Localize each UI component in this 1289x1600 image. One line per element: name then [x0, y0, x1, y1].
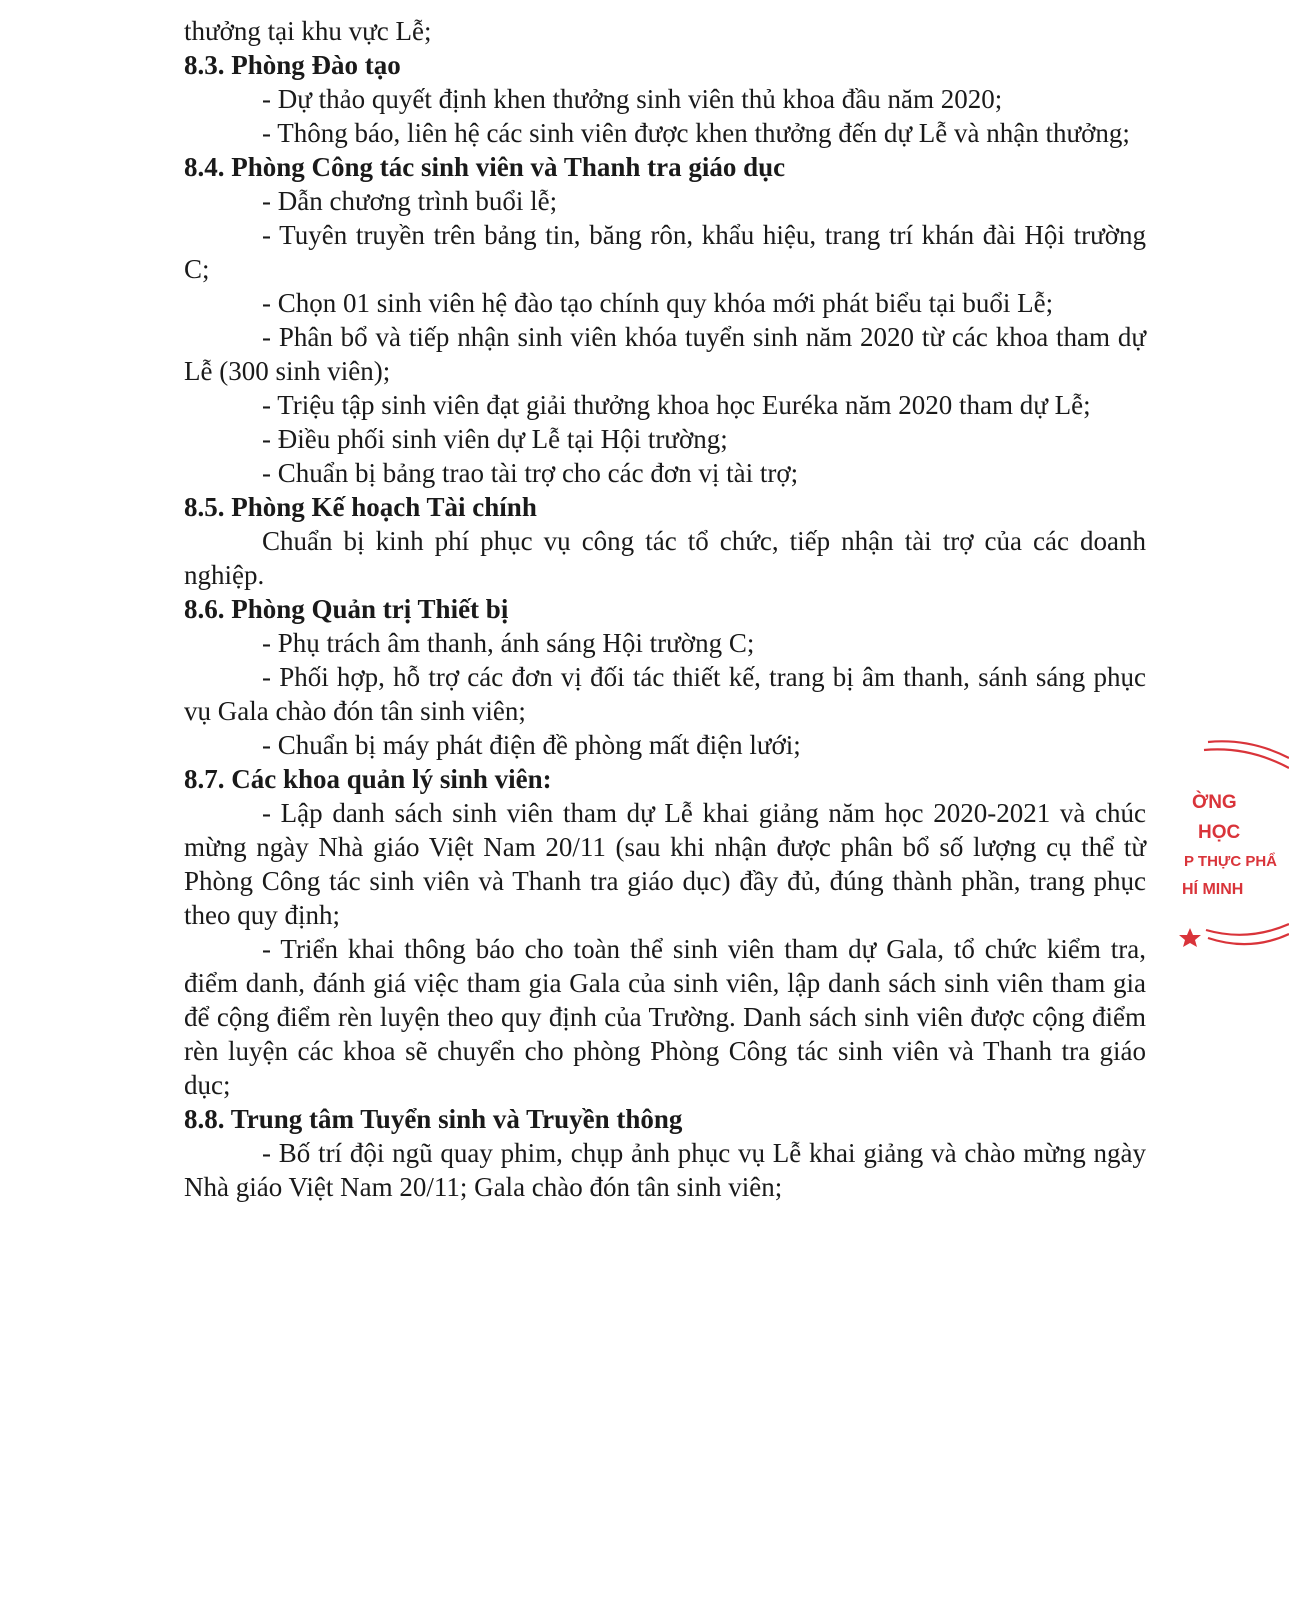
- document-body: [184, 14, 1146, 1204]
- stamp-text-line: ỜNG: [1192, 792, 1237, 813]
- section-item: - Dự thảo quyết định khen thưởng sinh viên thủ khoa đầu năm 2020;: [262, 84, 1003, 114]
- section-8-5: [184, 490, 1146, 592]
- section-item: - Chọn 01 sinh viên hệ đào tạo chính quy khóa mới phát biểu tại buổi Lễ;: [262, 288, 1054, 318]
- stamp-text-line: P THỰC PHẨ: [1184, 853, 1278, 870]
- section-item: - Thông báo, liên hệ các sinh viên được khen thưởng đến dự Lễ và nhận thưởng;: [262, 118, 1130, 148]
- section-item: - Chuẩn bị máy phát điện đề phòng mất điện lưới;: [262, 730, 801, 760]
- section-item: - Phân bổ và tiếp nhận sinh viên khóa tuyển sinh năm 2020 từ các khoa tham dự Lễ (300 sinh viên);: [184, 322, 1146, 386]
- section-item: - Phụ trách âm thanh, ánh sáng Hội trường C;: [262, 628, 755, 658]
- stamp-text-line: HÍ MINH: [1182, 881, 1244, 898]
- section-8-6: [184, 592, 1146, 762]
- section-heading: 8.8. Trung tâm Tuyển sinh và Truyền thông: [184, 1104, 683, 1134]
- section-item: - Triển khai thông báo cho toàn thể sinh viên tham dự Gala, tổ chức kiểm tra, điểm danh, đánh giá việc tham gia Gala của sinh viên, lập danh sách sinh viên tham gia để cộng điểm rèn luyện theo quy định của Trường. Danh sách sinh viên được cộng điểm rèn luyện các khoa sẽ chuyển cho phòng Phòng Công tác sinh viên và Thanh tra giáo dục;: [184, 934, 1146, 1100]
- continuation-line: thưởng tại khu vực Lễ;: [184, 16, 432, 46]
- section-8-3: [184, 48, 1146, 150]
- section-8-4: [184, 150, 1146, 490]
- stamp-text-line: HỌC: [1198, 822, 1241, 843]
- section-item: - Bố trí đội ngũ quay phim, chụp ảnh phục vụ Lễ khai giảng và chào mừng ngày Nhà giáo Việt Nam 20/11; Gala chào đón tân sinh viên;: [184, 1138, 1146, 1202]
- official-seal-stamp: [1170, 730, 1289, 960]
- section-item: - Chuẩn bị bảng trao tài trợ cho các đơn vị tài trợ;: [262, 458, 799, 488]
- section-heading: 8.6. Phòng Quản trị Thiết bị: [184, 594, 509, 624]
- section-8-7: [184, 762, 1146, 1102]
- section-heading: 8.4. Phòng Công tác sinh viên và Thanh tra giáo dục: [184, 152, 786, 182]
- section-item: - Triệu tập sinh viên đạt giải thưởng khoa học Euréka năm 2020 tham dự Lễ;: [262, 390, 1091, 420]
- section-item: - Điều phối sinh viên dự Lễ tại Hội trường;: [262, 424, 728, 454]
- section-item: - Dẫn chương trình buổi lễ;: [262, 186, 558, 216]
- section-item: Chuẩn bị kinh phí phục vụ công tác tổ chức, tiếp nhận tài trợ của các doanh nghiệp.: [184, 526, 1146, 590]
- section-heading: 8.3. Phòng Đào tạo: [184, 50, 401, 80]
- section-heading: 8.7. Các khoa quản lý sinh viên:: [184, 764, 552, 794]
- section-8-8: [184, 1102, 1146, 1204]
- section-item: - Phối hợp, hỗ trợ các đơn vị đối tác thiết kế, trang bị âm thanh, sánh sáng phục vụ Gala chào đón tân sinh viên;: [184, 662, 1146, 726]
- section-item: - Lập danh sách sinh viên tham dự Lễ khai giảng năm học 2020-2021 và chúc mừng ngày Nhà giáo Việt Nam 20/11 (sau khi nhận được phân bổ số lượng cụ thể từ Phòng Công tác sinh viên và Thanh tra giáo dục) đầy đủ, đúng thành phần, trang phục theo quy định;: [184, 798, 1146, 930]
- section-item: - Tuyên truyền trên bảng tin, băng rôn, khẩu hiệu, trang trí khán đài Hội trường C;: [184, 220, 1146, 284]
- section-heading: 8.5. Phòng Kế hoạch Tài chính: [184, 492, 537, 522]
